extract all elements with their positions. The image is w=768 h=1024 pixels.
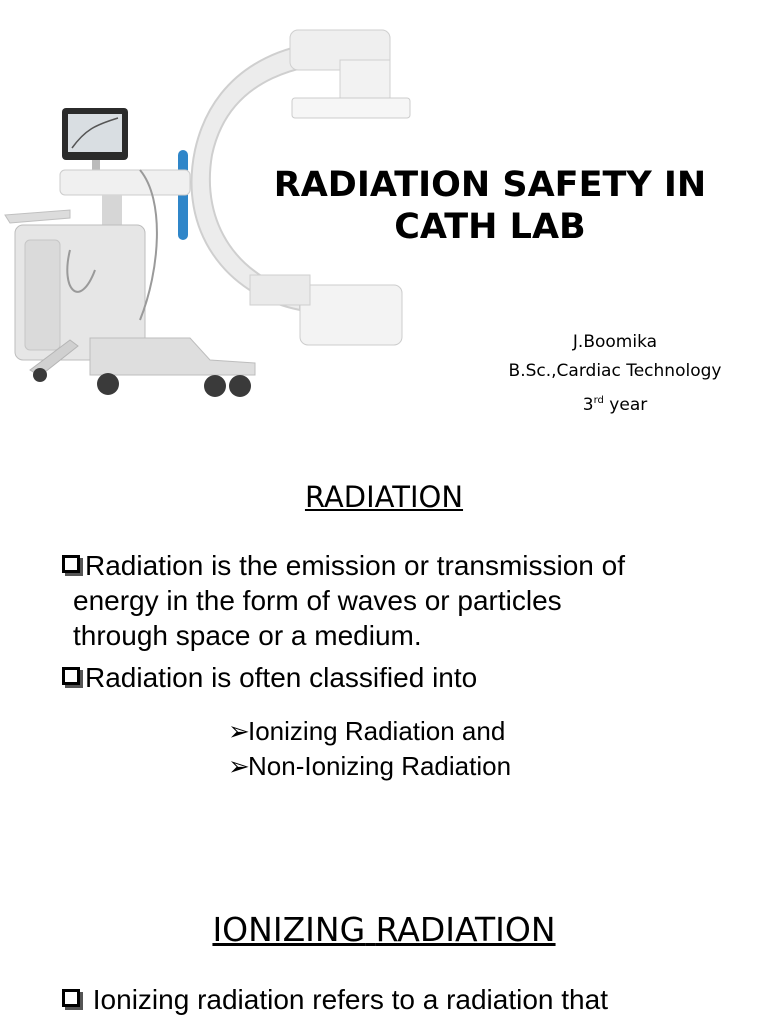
author-degree: B.Sc.,Cardiac Technology (508, 361, 722, 381)
bullet-item (62, 548, 742, 653)
slide-title (0, 0, 768, 440)
sub-bullet-text: Ionizing Radiation and (248, 716, 506, 746)
slide-heading: RADIATION (304, 480, 464, 514)
slide-radiation (0, 440, 768, 880)
sub-bullet-item (228, 714, 505, 748)
bullet-item (62, 660, 742, 695)
bullet-text: Ionizing radiation refers to a radiation that (85, 984, 608, 1015)
author-year (480, 386, 750, 420)
year-word: year (609, 395, 648, 415)
bullet-text-cont: energy in the form of waves or particles (73, 585, 562, 616)
bullet-text: Radiation is often classified into (85, 662, 478, 693)
heading-word: IONIZING (212, 910, 366, 949)
checkbox-bullet-icon (62, 989, 80, 1007)
year-suffix: rd (593, 395, 604, 406)
slide-ionizing-radiation (0, 880, 768, 1024)
author-block (480, 328, 750, 420)
sub-bullet-item (228, 749, 511, 783)
bullet-text: Radiation is the emission or transmission of (85, 550, 626, 581)
arrow-bullet-icon: ➢ (228, 716, 250, 746)
year-number: 3 (582, 395, 594, 415)
heading-word: RADIATION (375, 910, 556, 949)
checkbox-bullet-icon (62, 667, 80, 685)
sub-bullet-text: Non-Ionizing Radiation (248, 751, 512, 781)
bullet-item (62, 982, 742, 1017)
slide-heading (0, 910, 768, 949)
bullet-text-cont: through space or a medium. (73, 620, 422, 651)
checkbox-bullet-icon (62, 555, 80, 573)
author-name: J.Boomika (572, 332, 658, 352)
presentation-title: RADIATION SAFETY IN CATH LAB (273, 165, 707, 247)
arrow-bullet-icon: ➢ (228, 751, 250, 781)
